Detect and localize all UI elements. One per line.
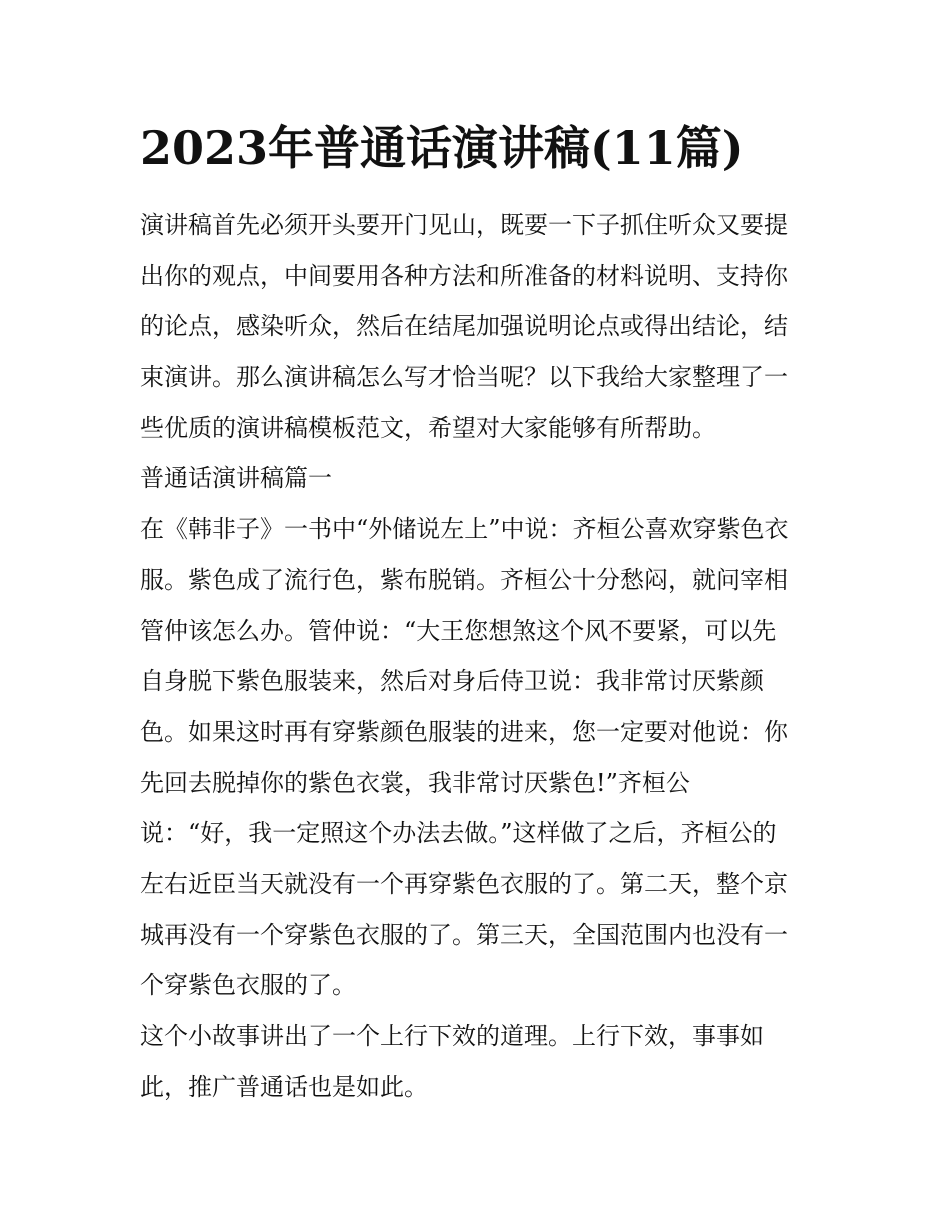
document-body	[140, 200, 820, 1112]
body-line: 色。如果这时再有穿紫颜色服装的进来，您一定要对他说：你	[140, 717, 788, 746]
intro-line: 束演讲。那么演讲稿怎么写才恰当呢？以下我给大家整理了一	[140, 363, 788, 392]
intro-line: 演讲稿首先必须开头要开门见山，既要一下子抓住听众又要提	[140, 211, 788, 239]
body-line: 城再没有一个穿紫色衣服的了。第三天，全国范围内也没有一	[140, 920, 788, 949]
body-line: 自身脱下紫色服装来，然后对身后侍卫说：我非常讨厌紫颜	[140, 667, 764, 696]
body-line: 个穿紫色衣服的了。	[140, 971, 356, 1000]
body-line: 先回去脱掉你的紫色衣裳，我非常讨厌紫色!”齐桓公	[140, 768, 690, 797]
body-line: 管仲该怎么办。管仲说：“大王您想煞这个风不要紧，可以先	[140, 616, 777, 645]
body-line: 在《韩非子》一书中“外储说左上”中说：齐桓公喜欢穿紫色衣	[140, 515, 789, 544]
body-line: 左右近臣当天就没有一个再穿紫色衣服的了。第二天，整个京	[140, 869, 788, 898]
document-title: 2023年普通话演讲稿(11篇)	[140, 121, 744, 175]
intro-line: 的论点，感染听众，然后在结尾加强说明论点或得出结论，结	[140, 312, 788, 341]
section-heading: 普通话演讲稿篇一	[140, 464, 332, 493]
intro-line: 出你的观点，中间要用各种方法和所准备的材料说明、支持你	[140, 261, 788, 290]
intro-line: 些优质的演讲稿模板范文，希望对大家能够有所帮助。	[140, 413, 716, 442]
body-line: 说：“好，我一定照这个办法去做。”这样做了之后，齐桓公的	[140, 819, 777, 848]
body-line: 这个小故事讲出了一个上行下效的道理。上行下效，事事如	[140, 1022, 764, 1050]
body-line: 服。紫色成了流行色，紫布脱销。齐桓公十分愁闷，就问宰相	[140, 565, 788, 594]
body-line: 此，推广普通话也是如此。	[140, 1072, 428, 1101]
